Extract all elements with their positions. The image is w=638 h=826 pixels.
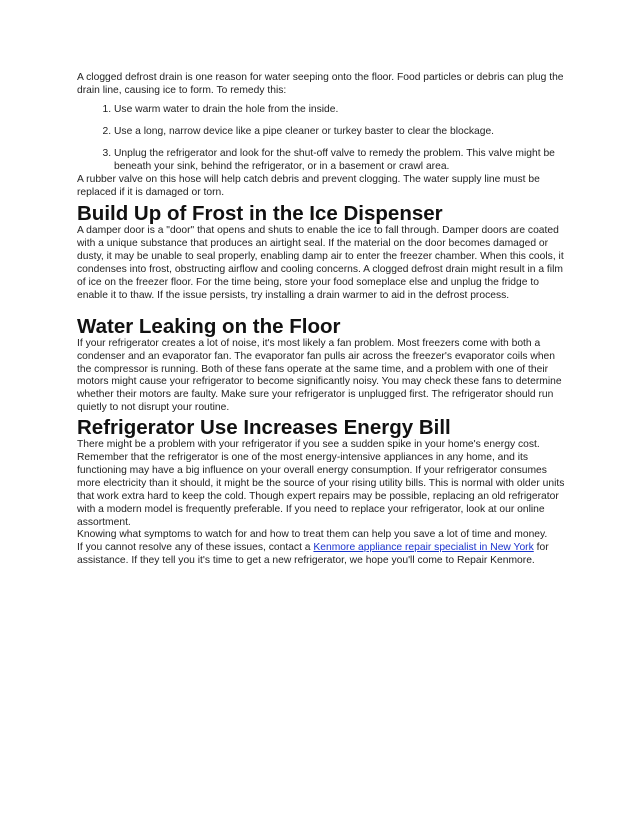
closing-paragraph [77, 542, 567, 568]
remedy-step: 2. Use a long, narrow device like a pipe cleaner or turkey baster to clear the blockage. [114, 126, 567, 139]
section-heading-leaking: Water Leaking on the Floor [77, 314, 341, 338]
remedy-step: 3. Unplug the refrigerator and look for the shut-off valve to remedy the problem. This valve might be beneath your sink, behind the refrigerator, or in a basement or crawl area. [114, 148, 567, 174]
kenmore-repair-link[interactable]: Kenmore appliance repair specialist in New York [313, 542, 534, 554]
closing-text-before: If you cannot resolve any of these issues, contact a [77, 542, 314, 554]
section-body-frost: A damper door is a "door" that opens and shuts to enable the ice to fall through. Damper doors are coated with a unique substance that produces an airtight seal. If the material on the door becomes damaged or dusty, it may be unable to seal properly, enabling damp air to enter the freezer chamber. When this cools, it condenses into frost, obstructing airflow and cooling concerns. A clogged defrost drain might result in a film of ice on the freezer floor. For the time being, store your food someplace else and unplug the fridge to enable it to thaw. If the issue persists, try installing a drain warmer to aid in the defrost process. [77, 225, 564, 301]
remedy-steps-list [77, 104, 567, 174]
section-body-energy-2: Knowing what symptoms to watch for and how to treat them can help you save a lot of time and money. [77, 529, 548, 541]
closing-text-after: for assistance. If they tell you it's time to get a new refrigerator, we hope you'll come to Repair Kenmore. [77, 542, 549, 567]
section-body-leaking: If your refrigerator creates a lot of noise, it's most likely a fan problem. Most freezers come with both a condenser and an evaporator fan. The evaporator fan pulls air across the freezer's evaporator coils when the compressor is running. Both of these fans operate at the same time, and a problem with one of their motors might cause your refrigerator to become significantly noisy. You may check these fans to determine whether their motors are faulty. Make sure your refrigerator is unplugged first. The refrigerator should run quietly to not disrupt your routine. [77, 337, 562, 414]
intro-paragraph: A clogged defrost drain is one reason for water seeping onto the floor. Food particles or debris can plug the drain line, causing ice to form. To remedy this: [77, 72, 564, 96]
section-body-energy: There might be a problem with your refrigerator if you see a sudden spike in your home's energy cost. Remember that the refrigerator is one of the most energy-intensive appliances in any home, and its functioning may have a big influence on your overall energy consumption. If your refrigerator consumes more electricity than it should, it might be the source of your rising utility bills. This is normal with older units that work extra hard to keep the cold. Though expert repairs may be possible, replacing an old refrigerator with a modern model is frequently preferable. If you need to replace your refrigerator, look at our online assortment. [77, 439, 565, 528]
section-heading-frost: Build Up of Frost in the Ice Dispenser [77, 202, 443, 226]
section-heading-energy: Refrigerator Use Increases Energy Bill [77, 416, 451, 440]
remedy-step: 1. Use warm water to drain the hole from the inside. [114, 104, 567, 117]
rubber-valve-paragraph: A rubber valve on this hose will help catch debris and prevent clogging. The water supply line must be replaced if it is damaged or torn. [77, 174, 540, 199]
document-page [77, 72, 567, 568]
